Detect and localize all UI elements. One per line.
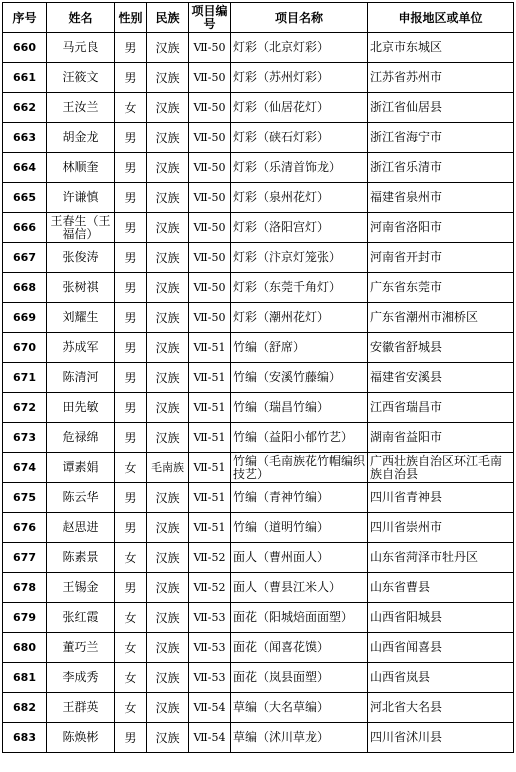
cell-project: 灯彩（洛阳宫灯） (231, 213, 368, 243)
cell-sex: 女 (115, 543, 147, 573)
cell-name: 刘耀生 (47, 303, 115, 333)
table-row (3, 483, 514, 513)
cell-ethnicity: 汉族 (147, 273, 189, 303)
cell-region: 安徽省舒城县 (368, 333, 514, 363)
cell-project: 竹编（青神竹编） (231, 483, 368, 513)
table-header-row (3, 3, 514, 33)
cell-name: 王锡金 (47, 573, 115, 603)
cell-ethnicity: 汉族 (147, 393, 189, 423)
cell-no: 660 (3, 33, 47, 63)
cell-ethnicity: 汉族 (147, 423, 189, 453)
cell-region: 福建省泉州市 (368, 183, 514, 213)
cell-code: Ⅶ-50 (189, 213, 231, 243)
cell-ethnicity: 汉族 (147, 93, 189, 123)
cell-project: 竹编（舒席） (231, 333, 368, 363)
cell-sex: 女 (115, 693, 147, 723)
cell-region: 福建省安溪县 (368, 363, 514, 393)
cell-region: 山西省闻喜县 (368, 633, 514, 663)
cell-sex: 男 (115, 123, 147, 153)
cell-region: 浙江省仙居县 (368, 93, 514, 123)
cell-region: 北京市东城区 (368, 33, 514, 63)
cell-project: 灯彩（东莞千角灯） (231, 273, 368, 303)
cell-project: 灯彩（汴京灯笼张） (231, 243, 368, 273)
cell-sex: 女 (115, 453, 147, 483)
table-row (3, 603, 514, 633)
cell-region: 山西省阳城县 (368, 603, 514, 633)
header-name: 姓名 (47, 3, 115, 33)
table-row (3, 93, 514, 123)
cell-project: 竹编（安溪竹藤编） (231, 363, 368, 393)
cell-ethnicity: 汉族 (147, 573, 189, 603)
table-row (3, 213, 514, 243)
cell-project: 面人（曹县江米人） (231, 573, 368, 603)
cell-name: 许谦慎 (47, 183, 115, 213)
table-row (3, 183, 514, 213)
cell-name: 苏成军 (47, 333, 115, 363)
table-row (3, 33, 514, 63)
cell-no: 680 (3, 633, 47, 663)
cell-project: 草编（沭川草龙） (231, 723, 368, 753)
cell-sex: 男 (115, 63, 147, 93)
cell-no: 676 (3, 513, 47, 543)
cell-name: 董巧兰 (47, 633, 115, 663)
cell-code: Ⅶ-50 (189, 153, 231, 183)
cell-name: 陈清河 (47, 363, 115, 393)
cell-no: 681 (3, 663, 47, 693)
cell-project: 灯彩（仙居花灯） (231, 93, 368, 123)
table-row (3, 633, 514, 663)
cell-ethnicity: 汉族 (147, 363, 189, 393)
cell-sex: 男 (115, 333, 147, 363)
cell-no: 670 (3, 333, 47, 363)
cell-name: 张树祺 (47, 273, 115, 303)
cell-no: 661 (3, 63, 47, 93)
cell-region: 江西省瑞昌市 (368, 393, 514, 423)
cell-region: 山东省曹县 (368, 573, 514, 603)
cell-code: Ⅶ-51 (189, 363, 231, 393)
cell-region: 湖南省益阳市 (368, 423, 514, 453)
table-row (3, 393, 514, 423)
cell-code: Ⅶ-50 (189, 273, 231, 303)
cell-name: 谭素娟 (47, 453, 115, 483)
cell-sex: 男 (115, 303, 147, 333)
table-row (3, 693, 514, 723)
cell-code: Ⅶ-53 (189, 663, 231, 693)
cell-name: 陈素景 (47, 543, 115, 573)
cell-ethnicity: 汉族 (147, 603, 189, 633)
cell-ethnicity: 汉族 (147, 543, 189, 573)
cell-ethnicity: 汉族 (147, 303, 189, 333)
cell-no: 668 (3, 273, 47, 303)
cell-no: 664 (3, 153, 47, 183)
cell-no: 678 (3, 573, 47, 603)
cell-ethnicity: 汉族 (147, 123, 189, 153)
table-row (3, 153, 514, 183)
cell-no: 662 (3, 93, 47, 123)
cell-sex: 男 (115, 573, 147, 603)
table-row (3, 273, 514, 303)
header-project: 项目名称 (231, 3, 368, 33)
cell-project: 面花（闻喜花馍） (231, 633, 368, 663)
cell-sex: 女 (115, 663, 147, 693)
cell-code: Ⅶ-50 (189, 93, 231, 123)
cell-region: 河南省开封市 (368, 243, 514, 273)
cell-no: 675 (3, 483, 47, 513)
cell-name: 王群英 (47, 693, 115, 723)
cell-ethnicity: 汉族 (147, 633, 189, 663)
cell-code: Ⅶ-54 (189, 693, 231, 723)
cell-ethnicity: 汉族 (147, 153, 189, 183)
cell-sex: 男 (115, 393, 147, 423)
cell-code: Ⅶ-53 (189, 603, 231, 633)
cell-sex: 男 (115, 153, 147, 183)
cell-code: Ⅶ-52 (189, 573, 231, 603)
cell-ethnicity: 汉族 (147, 213, 189, 243)
cell-region: 广东省东莞市 (368, 273, 514, 303)
cell-ethnicity: 汉族 (147, 663, 189, 693)
table-row (3, 543, 514, 573)
cell-code: Ⅶ-50 (189, 183, 231, 213)
table-row (3, 513, 514, 543)
cell-sex: 男 (115, 33, 147, 63)
cell-project: 灯彩（北京灯彩） (231, 33, 368, 63)
cell-project: 面花（岚县面塑） (231, 663, 368, 693)
cell-name: 李成秀 (47, 663, 115, 693)
cell-project: 面人（曹州面人） (231, 543, 368, 573)
cell-name: 胡金龙 (47, 123, 115, 153)
cell-project: 竹编（道明竹编） (231, 513, 368, 543)
cell-ethnicity: 汉族 (147, 183, 189, 213)
cell-no: 682 (3, 693, 47, 723)
cell-region: 四川省青神县 (368, 483, 514, 513)
cell-ethnicity: 汉族 (147, 243, 189, 273)
cell-ethnicity: 汉族 (147, 483, 189, 513)
cell-name: 田先敏 (47, 393, 115, 423)
cell-region: 山西省岚县 (368, 663, 514, 693)
cell-code: Ⅶ-52 (189, 543, 231, 573)
cell-region: 四川省崇州市 (368, 513, 514, 543)
cell-code: Ⅶ-50 (189, 303, 231, 333)
cell-region: 四川省沭川县 (368, 723, 514, 753)
cell-region: 山东省菏泽市牡丹区 (368, 543, 514, 573)
cell-name: 张俊涛 (47, 243, 115, 273)
cell-sex: 女 (115, 633, 147, 663)
cell-ethnicity: 汉族 (147, 723, 189, 753)
cell-sex: 男 (115, 423, 147, 453)
cell-no: 669 (3, 303, 47, 333)
cell-code: Ⅶ-51 (189, 333, 231, 363)
cell-ethnicity: 汉族 (147, 333, 189, 363)
cell-no: 673 (3, 423, 47, 453)
cell-no: 666 (3, 213, 47, 243)
cell-no: 663 (3, 123, 47, 153)
cell-name: 王春生（王福信） (47, 213, 115, 243)
cell-code: Ⅶ-50 (189, 123, 231, 153)
header-sex: 性别 (115, 3, 147, 33)
cell-region: 广东省潮州市湘桥区 (368, 303, 514, 333)
cell-code: Ⅶ-53 (189, 633, 231, 663)
table-row (3, 243, 514, 273)
cell-sex: 男 (115, 183, 147, 213)
cell-no: 677 (3, 543, 47, 573)
cell-project: 灯彩（乐清首饰龙） (231, 153, 368, 183)
cell-project: 面花（阳城焙面面塑） (231, 603, 368, 633)
cell-sex: 男 (115, 243, 147, 273)
cell-sex: 男 (115, 723, 147, 753)
cell-project: 草编（大名草编） (231, 693, 368, 723)
table-row (3, 303, 514, 333)
table-row (3, 723, 514, 753)
cell-sex: 男 (115, 213, 147, 243)
cell-project: 灯彩（潮州花灯） (231, 303, 368, 333)
cell-code: Ⅶ-51 (189, 423, 231, 453)
table-row (3, 573, 514, 603)
cell-ethnicity: 汉族 (147, 513, 189, 543)
cell-region: 江苏省苏州市 (368, 63, 514, 93)
header-code: 项目编号 (189, 3, 231, 33)
cell-code: Ⅶ-51 (189, 513, 231, 543)
table-row (3, 363, 514, 393)
cell-no: 679 (3, 603, 47, 633)
cell-sex: 男 (115, 483, 147, 513)
cell-no: 667 (3, 243, 47, 273)
header-no: 序号 (3, 3, 47, 33)
cell-name: 林顺奎 (47, 153, 115, 183)
cell-project: 竹编（毛南族花竹帽编织技艺） (231, 453, 368, 483)
cell-no: 672 (3, 393, 47, 423)
table-row (3, 123, 514, 153)
cell-no: 665 (3, 183, 47, 213)
cell-region: 浙江省乐清市 (368, 153, 514, 183)
cell-region: 广西壮族自治区环江毛南族自治县 (368, 453, 514, 483)
cell-code: Ⅶ-50 (189, 33, 231, 63)
cell-region: 浙江省海宁市 (368, 123, 514, 153)
cell-ethnicity: 汉族 (147, 693, 189, 723)
cell-name: 王汝兰 (47, 93, 115, 123)
cell-name: 赵思进 (47, 513, 115, 543)
table-row (3, 63, 514, 93)
cell-code: Ⅶ-51 (189, 483, 231, 513)
table-row (3, 663, 514, 693)
cell-name: 张红霞 (47, 603, 115, 633)
cell-sex: 女 (115, 93, 147, 123)
cell-name: 陈焕彬 (47, 723, 115, 753)
inheritors-table (2, 2, 514, 753)
cell-code: Ⅶ-51 (189, 453, 231, 483)
header-region: 申报地区或单位 (368, 3, 514, 33)
cell-sex: 男 (115, 363, 147, 393)
table-row (3, 423, 514, 453)
cell-region: 河南省洛阳市 (368, 213, 514, 243)
cell-name: 汪筱文 (47, 63, 115, 93)
cell-no: 674 (3, 453, 47, 483)
cell-ethnicity: 汉族 (147, 63, 189, 93)
cell-name: 危禄绵 (47, 423, 115, 453)
cell-name: 马元良 (47, 33, 115, 63)
cell-project: 灯彩（硖石灯彩） (231, 123, 368, 153)
cell-no: 671 (3, 363, 47, 393)
cell-no: 683 (3, 723, 47, 753)
header-ethnicity: 民族 (147, 3, 189, 33)
cell-project: 竹编（益阳小郁竹艺） (231, 423, 368, 453)
cell-sex: 女 (115, 603, 147, 633)
table-row (3, 453, 514, 483)
cell-region: 河北省大名县 (368, 693, 514, 723)
cell-project: 灯彩（苏州灯彩） (231, 63, 368, 93)
cell-project: 灯彩（泉州花灯） (231, 183, 368, 213)
cell-code: Ⅶ-54 (189, 723, 231, 753)
table-body (3, 33, 514, 753)
cell-code: Ⅶ-50 (189, 243, 231, 273)
cell-code: Ⅶ-51 (189, 393, 231, 423)
cell-sex: 男 (115, 513, 147, 543)
table-row (3, 333, 514, 363)
cell-code: Ⅶ-50 (189, 63, 231, 93)
cell-name: 陈云华 (47, 483, 115, 513)
cell-project: 竹编（瑞昌竹编） (231, 393, 368, 423)
cell-sex: 男 (115, 273, 147, 303)
cell-ethnicity: 汉族 (147, 33, 189, 63)
cell-ethnicity: 毛南族 (147, 453, 189, 483)
